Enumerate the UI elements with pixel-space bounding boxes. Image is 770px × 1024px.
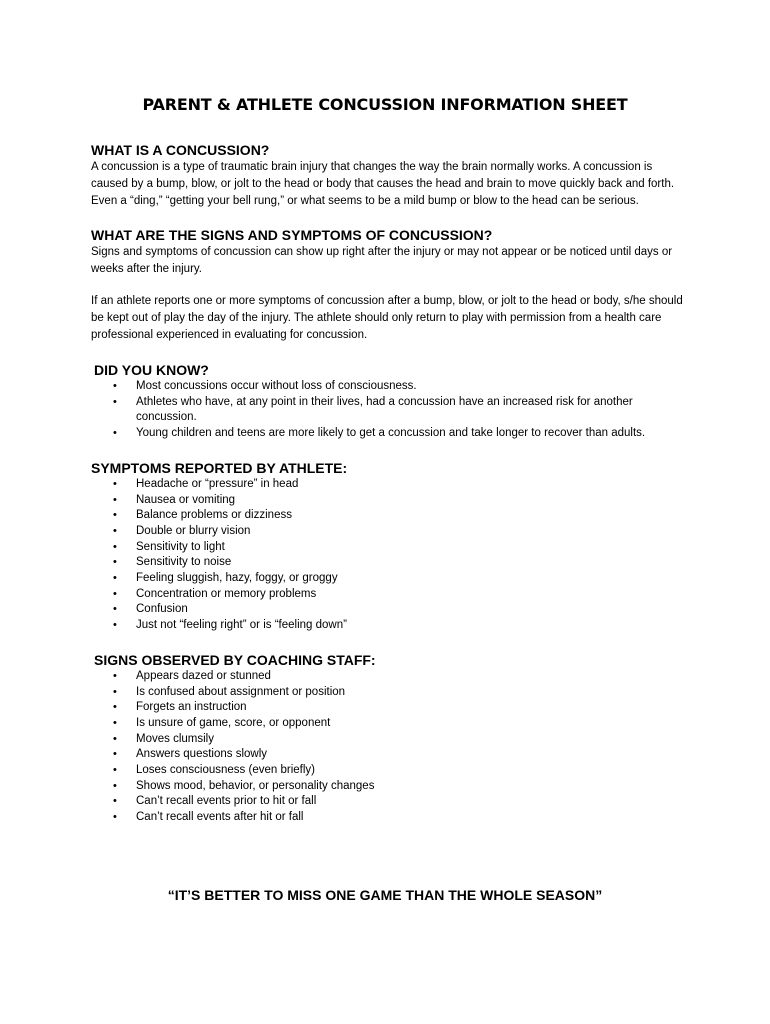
bullet-icon: • [113,619,117,632]
bullet-icon: • [113,685,117,698]
list-item [91,524,691,540]
bullet-icon: • [113,572,117,585]
list-item-text: Forgets an instruction [136,701,247,714]
list-item-text: Young children and teens are more likely to get a concussion and take longer to recover than adults. [136,427,646,440]
bullet-icon: • [113,493,117,506]
bullet-icon: • [113,716,117,729]
section-heading: WHAT ARE THE SIGNS AND SYMPTOMS OF CONCUSSION? [91,227,493,243]
section-heading: SIGNS OBSERVED BY COACHING STAFF: [94,651,376,668]
list-item [91,700,691,716]
list-item [91,763,691,779]
bullet-icon: • [113,811,117,824]
list-item-text: Double or blurry vision [136,524,251,537]
bullet-icon: • [113,732,117,745]
bullet-icon: • [113,477,117,490]
list-item [91,379,691,395]
section-paragraph: If an athlete reports one or more symptoms of concussion after a bump, blow, or jolt to the head or body, s/he should be kept out of play the day of the injury. The athlete should only return to play with permission from a health care professional experienced in evaluating for concussion. [91,295,683,341]
signs-list [91,669,691,826]
section-signs-symptoms [91,226,691,344]
list-item [91,732,691,748]
list-item [91,571,691,587]
bullet-icon: • [113,524,117,537]
bullet-icon: • [113,779,117,792]
list-item-text: Sensitivity to noise [136,556,232,569]
list-item [91,426,691,442]
bullet-icon: • [113,603,117,616]
list-item-text: Balance problems or dizziness [136,509,292,522]
bullet-icon: • [113,701,117,714]
list-item [91,602,691,618]
did-you-know-list [91,379,691,442]
list-item-text: Can’t recall events after hit or fall [136,811,304,824]
list-item [91,477,691,493]
list-item-text: Nausea or vomiting [136,493,236,506]
section-heading: DID YOU KNOW? [94,362,209,378]
section-heading: SYMPTOMS REPORTED BY ATHLETE: [91,459,348,476]
list-item-text: Moves clumsily [136,732,214,745]
list-item [91,685,691,701]
list-item-text: Is confused about assignment or position [136,685,346,698]
bullet-icon: • [113,509,117,522]
section-symptoms-athlete [91,459,691,634]
list-item-text: Can’t recall events prior to hit or fall [136,795,317,808]
list-item-text: Sensitivity to light [136,540,225,553]
section-paragraph: Signs and symptoms of concussion can show up right after the injury or may not appear or be noticed until days or weeks after the injury. [91,246,673,275]
list-item-text: Just not “feeling right” or is “feeling down” [136,619,347,632]
list-item-text: Loses consciousness (even briefly) [136,764,315,777]
list-item-text: Appears dazed or stunned [136,669,271,682]
section-what-is [91,141,691,210]
list-item [91,810,691,826]
bullet-icon: • [113,380,117,392]
list-item-text: Concentration or memory problems [136,587,317,600]
bullet-icon: • [113,669,117,682]
list-item [91,747,691,763]
list-item [91,779,691,795]
list-item [91,669,691,685]
list-item-text: Headache or “pressure” in head [136,477,299,490]
list-item-text: Answers questions slowly [136,748,268,761]
list-item [91,794,691,810]
list-item-text: Is unsure of game, score, or opponent [136,716,331,729]
list-item-text: Athletes who have, at any point in their lives, had a concussion have an increased risk for another concussion. [136,395,633,424]
list-item [91,508,691,524]
bullet-icon: • [113,540,117,553]
list-item [91,395,691,426]
list-item [91,493,691,509]
bullet-icon: • [113,427,117,440]
bullet-icon: • [113,764,117,777]
section-heading: WHAT IS A CONCUSSION? [91,142,270,158]
list-item [91,587,691,603]
bullet-icon: • [113,395,117,408]
footer-slogan: “IT’S BETTER TO MISS ONE GAME THAN THE WHOLE SEASON” [167,887,603,903]
list-item [91,555,691,571]
list-item-text: Confusion [136,603,188,616]
section-signs-coaching [91,651,691,826]
list-item [91,540,691,556]
bullet-icon: • [113,795,117,808]
list-item [91,716,691,732]
section-did-you-know [91,361,691,442]
list-item-text: Feeling sluggish, hazy, foggy, or groggy [136,572,338,585]
list-item-text: Most concussions occur without loss of consciousness. [136,380,417,392]
bullet-icon: • [113,556,117,569]
symptoms-list [91,477,691,634]
list-item [91,618,691,634]
bullet-icon: • [113,587,117,600]
section-paragraph: A concussion is a type of traumatic brain injury that changes the way the brain normally works. A concussion is caused by a bump, blow, or jolt to the head or body that causes the head and brain to move quickly back and forth. Even a “ding,” “getting your bell rung,” or what seems to be a mild bump or blow to the head can be serious. [91,161,675,207]
list-item-text: Shows mood, behavior, or personality changes [136,779,375,792]
bullet-icon: • [113,748,117,761]
page-title: PARENT & ATHLETE CONCUSSION INFORMATION SHEET [142,95,628,114]
document-content [91,141,691,826]
